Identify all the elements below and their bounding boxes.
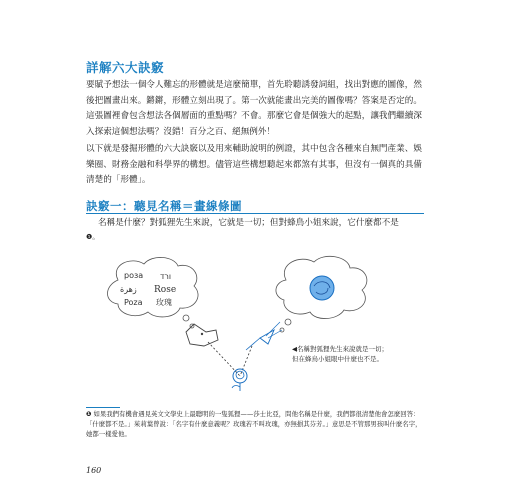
- hummingbird-icon: [246, 322, 282, 350]
- cloud-word-3: زهرة: [120, 285, 137, 294]
- cloud-word-6: 玫瑰: [156, 298, 172, 307]
- page-number: 160: [86, 466, 102, 475]
- cloud-word-4: Rose: [154, 285, 177, 295]
- cloud-word-2: ורד: [160, 272, 172, 281]
- tip-heading: 訣竅一：聽見名稱＝畫線條圖: [86, 199, 242, 213]
- cloud-word-1: роза: [124, 271, 144, 280]
- footnote-text: 如果我們有機會遇見英文文學史上最聰明的一隻狐狸——莎士比亞，問他名稱是什麼，我們都很清楚他會怎麼回答：「什麼都不是。」茱莉葉曾說：「名字有什麼意義呢？玫瑰若不叫玫瑰，亦無損其芬芳。」意思是不管那男孩叫什麼名字，她都一樣愛他。: [86, 410, 422, 438]
- callout-line-1: ◀名稱對狐狸先生來說就是一切；: [292, 345, 388, 353]
- footnote-number: ❶: [86, 410, 92, 418]
- heading-rule: [86, 213, 424, 214]
- cloud-word-5: Poza: [124, 298, 143, 307]
- footnote-rule: [86, 407, 120, 408]
- paragraph-name: 名稱是什麼？對狐狸先生來說，它就是一切；但對蜂鳥小姐來說，它什麼都不是: [98, 218, 399, 228]
- fox-hummingbird-illustration: [90, 252, 390, 392]
- callout-line-2: 但在蜂鳥小姐眼中什麼也不是。: [292, 355, 383, 363]
- illustration-callout: [292, 344, 422, 364]
- rose-icon: [310, 276, 334, 300]
- footnote: [86, 409, 422, 439]
- paragraph-intro: 要賦予想法一個令人難忘的形體就是這麼簡單，首先聆聽誘發詞組，找出對應的圖像，然後把圖畫出來。鏘鏘，形體立刻出現了。第一次就能畫出完美的圖像嗎？答案是否定的。這張圖裡會包含想法各個層面的重點嗎？不會。那麼它會是個強大的起點，讓我們繼續深入探索這個想法嗎？沒錯！百分之百、絕無例外！: [86, 80, 422, 137]
- fox-icon: [186, 324, 218, 346]
- paragraph-examples: 以下就是發掘形體的六大訣竅以及用來輔助說明的例證，其中包含各種來自無門產業、娛樂圈、財務金融和科學界的構想。儘管這些構想聽起來都煞有其事，但沒有一個真的具備清楚的「形體」。: [86, 144, 422, 185]
- footnote-marker: ❶。: [86, 233, 100, 241]
- small-rose-icon: [232, 369, 247, 391]
- section-heading: 詳解六大訣竅: [86, 60, 165, 75]
